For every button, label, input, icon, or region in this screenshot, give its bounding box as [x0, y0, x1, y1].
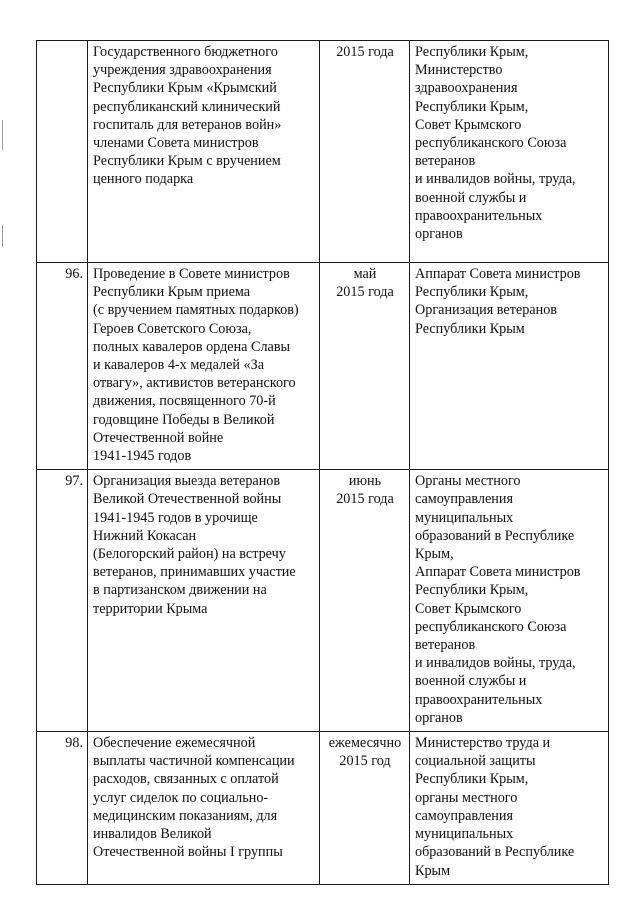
row-number — [37, 41, 88, 263]
margin-scan-mark — [2, 120, 3, 150]
events-table — [36, 40, 609, 885]
event-term: май 2015 года — [320, 263, 410, 470]
responsible-parties: Органы местного самоуправления муниципальных образований в Республике Крым, Аппарат Совета министров Республики Крым, Совет Крымского республиканского Союза ветеранов и инвалидов войны, труда, военной службы и правоохранительных органов — [410, 470, 609, 732]
responsible-parties: Министерство труда и социальной защиты Республики Крым, органы местного самоуправления муниципальных образований в Республике Крым — [410, 732, 609, 885]
event-description: Организация выезда ветеранов Великой Отечественной войны 1941-1945 годов в урочище Нижний Кокасан (Белогорский район) на встречу ветеранов, принимавших участие в партизанском движении на территории Крыма — [88, 470, 320, 732]
event-term: ежемесячно 2015 год — [320, 732, 410, 885]
responsible-parties: Республики Крым, Министерство здравоохранения Республики Крым, Совет Крымского республиканского Союза ветеранов и инвалидов войны, труда, военной службы и правоохранительных органов — [410, 41, 609, 263]
table-row — [37, 470, 609, 732]
event-description: Проведение в Совете министров Республики Крым приема (с вручением памятных подарков) Героев Советского Союза, полных кавалеров ордена Славы и кавалеров 4-х медалей «За отвагу», активистов ветеранского движения, посвященного 70-й годовщине Победы в Великой Отечественной войне 1941-1945 годов — [88, 263, 320, 470]
event-description: Государственного бюджетного учреждения здравоохранения Республики Крым «Крымский республиканский клинический госпиталь для ветеранов войн» членами Совета министров Республики Крым с вручением ценного подарка — [88, 41, 320, 263]
table-row — [37, 263, 609, 470]
event-description: Обеспечение ежемесячной выплаты частичной компенсации расходов, связанных с оплатой услуг сиделок по социально- медицинским показаниям, для инвалидов Великой Отечественной войны I группы — [88, 732, 320, 885]
table-row — [37, 732, 609, 885]
event-term: июнь 2015 года — [320, 470, 410, 732]
row-number: 98. — [37, 732, 88, 885]
margin-scan-mark — [2, 225, 3, 247]
responsible-parties: Аппарат Совета министров Республики Крым, Организация ветеранов Республики Крым — [410, 263, 609, 470]
table-row — [37, 41, 609, 263]
row-number: 96. — [37, 263, 88, 470]
row-number: 97. — [37, 470, 88, 732]
event-term: 2015 года — [320, 41, 410, 263]
